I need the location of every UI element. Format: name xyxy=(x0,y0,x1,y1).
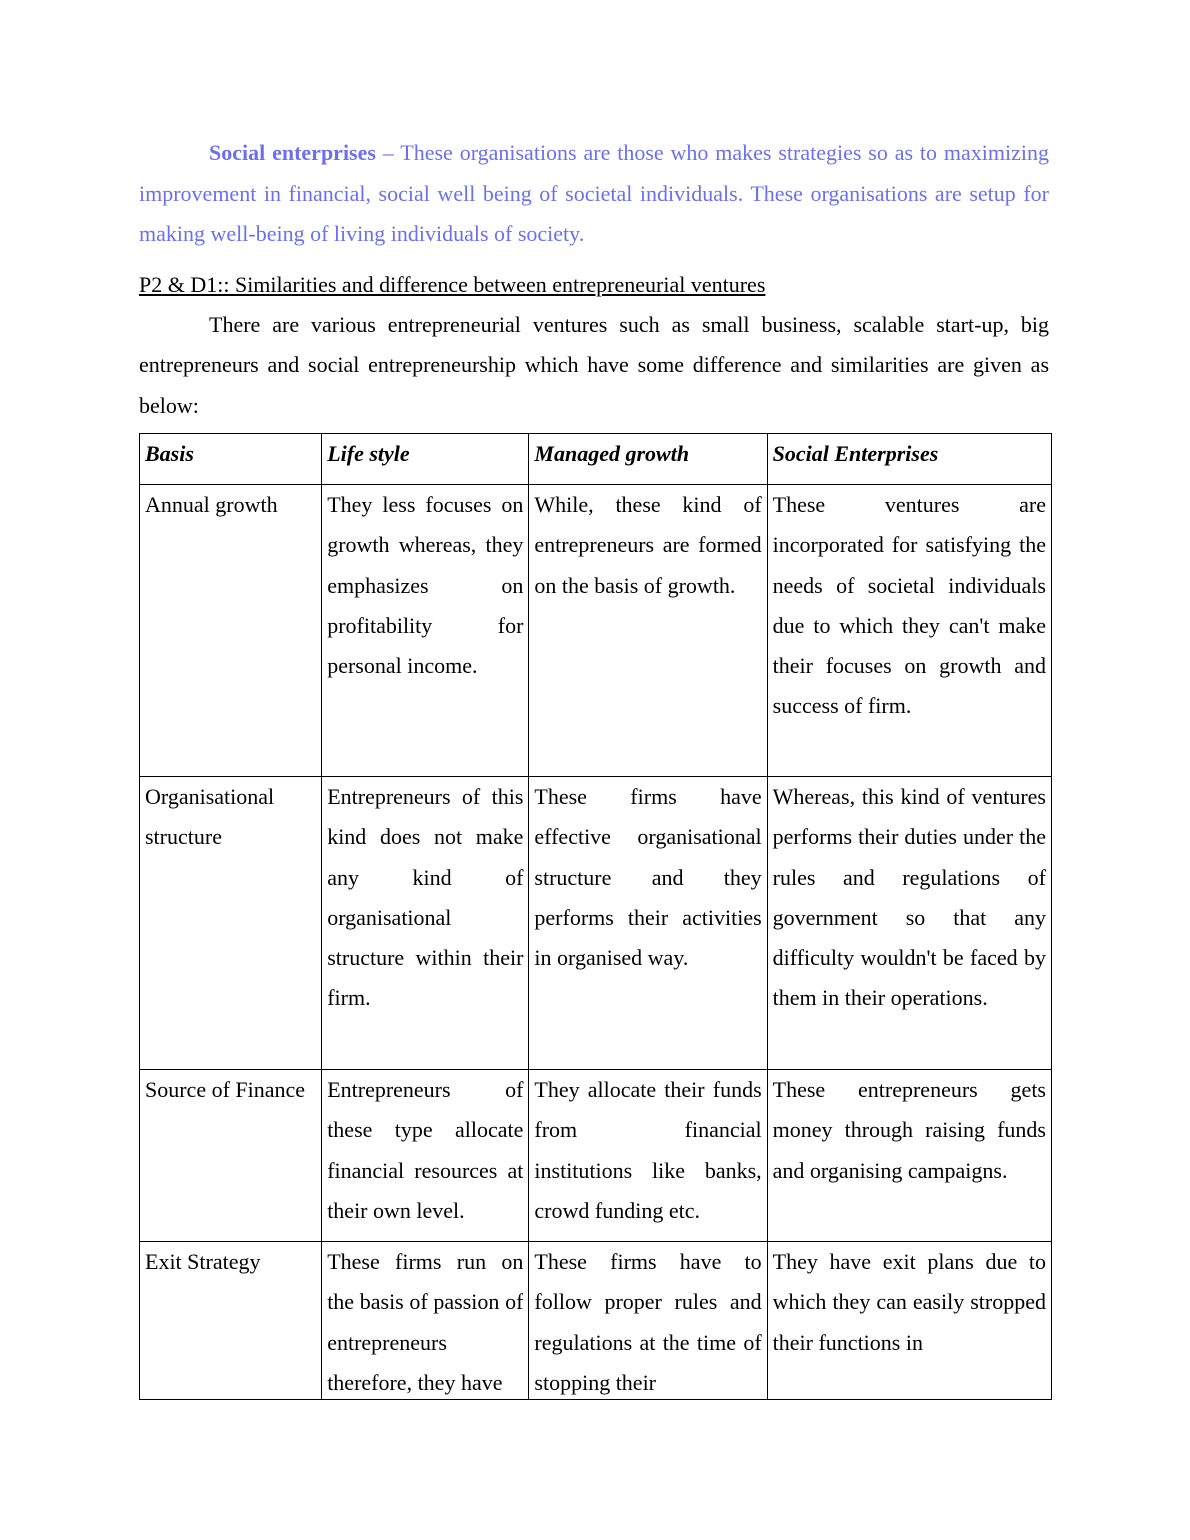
table-row xyxy=(140,1242,1052,1400)
cell-managed-growth xyxy=(529,1070,767,1242)
cell-life-style xyxy=(322,777,529,1070)
cell-text: While, these kind of entrepreneurs are formed on the basis of growth. xyxy=(534,492,762,598)
cell-text: Whereas, this kind of ventures performs their duties under the rules and regulations of government so that any difficulty wouldn't be faced by them in their operations. xyxy=(772,784,1046,1011)
term-dash: – xyxy=(375,140,401,165)
cell-life-style xyxy=(322,485,529,777)
cell-text: Exit Strategy xyxy=(145,1249,261,1274)
table-row xyxy=(140,485,1052,777)
cell-text: Entrepreneurs of these type allocate financial resources at their own level. xyxy=(327,1077,524,1223)
cell-basis xyxy=(140,1070,322,1242)
section-heading: P2 & D1:: Similarities and difference between entrepreneurial ventures xyxy=(139,271,766,297)
social-enterprises-paragraph xyxy=(139,133,1049,255)
cell-managed-growth xyxy=(529,1242,767,1400)
cell-life-style xyxy=(322,1070,529,1242)
cell-text: Entrepreneurs of this kind does not make any kind of organisational structure within their firm. xyxy=(327,784,524,1011)
cell-text: These firms have effective organisational structure and they performs their activities in organised way. xyxy=(534,784,762,971)
header-managed-growth: Managed growth xyxy=(529,434,767,485)
cell-basis xyxy=(140,777,322,1070)
cell-managed-growth xyxy=(529,485,767,777)
social-enterprises-definition: These organisations are those who makes strategies so as to maximizing improvement in financial, social well being of societal individuals. These organisations are setup for making well-being of living individuals of society. xyxy=(139,140,1049,246)
cell-text: These firms run on the basis of passion of entrepreneurs therefore, they have xyxy=(327,1249,524,1395)
cell-social-enterprises xyxy=(767,777,1051,1070)
header-social-enterprises: Social Enterprises xyxy=(767,434,1051,485)
cell-text: Annual growth xyxy=(145,492,278,517)
cell-social-enterprises xyxy=(767,1070,1051,1242)
comparison-table xyxy=(139,433,1052,1400)
cell-text: Source of Finance xyxy=(145,1077,306,1102)
cell-text: They less focuses on growth whereas, they emphasizes on profitability for personal income. xyxy=(327,492,524,679)
cell-basis xyxy=(140,1242,322,1400)
cell-text: These entrepreneurs gets money through raising funds and organising campaigns. xyxy=(772,1077,1046,1183)
header-basis: Basis xyxy=(140,434,322,485)
section-intro-paragraph: There are various entrepreneurial ventures such as small business, scalable start-up, big entrepreneurs and social entrepreneurship which have some difference and similarities are given as below: xyxy=(139,311,1049,418)
table-row xyxy=(140,777,1052,1070)
cell-text: These firms have to follow proper rules and regulations at the time of stopping their xyxy=(534,1249,762,1395)
social-enterprises-term: Social enterprises xyxy=(209,140,376,165)
cell-social-enterprises xyxy=(767,485,1051,777)
table-row xyxy=(140,1070,1052,1242)
cell-text: They allocate their funds from financial institutions like banks, crowd funding etc. xyxy=(534,1077,762,1223)
cell-social-enterprises xyxy=(767,1242,1051,1400)
table-header-row xyxy=(140,434,1052,485)
document-body xyxy=(139,133,1049,426)
header-life-style: Life style xyxy=(322,434,529,485)
cell-text: Organisational structure xyxy=(145,784,275,850)
cell-managed-growth xyxy=(529,777,767,1070)
cell-life-style xyxy=(322,1242,529,1400)
cell-basis xyxy=(140,485,322,777)
cell-text: These ventures are incorporated for satisfying the needs of societal individuals due to which they can't make their focuses on growth and success of firm. xyxy=(772,492,1046,719)
cell-text: They have exit plans due to which they can easily stropped their functions in xyxy=(772,1249,1046,1355)
